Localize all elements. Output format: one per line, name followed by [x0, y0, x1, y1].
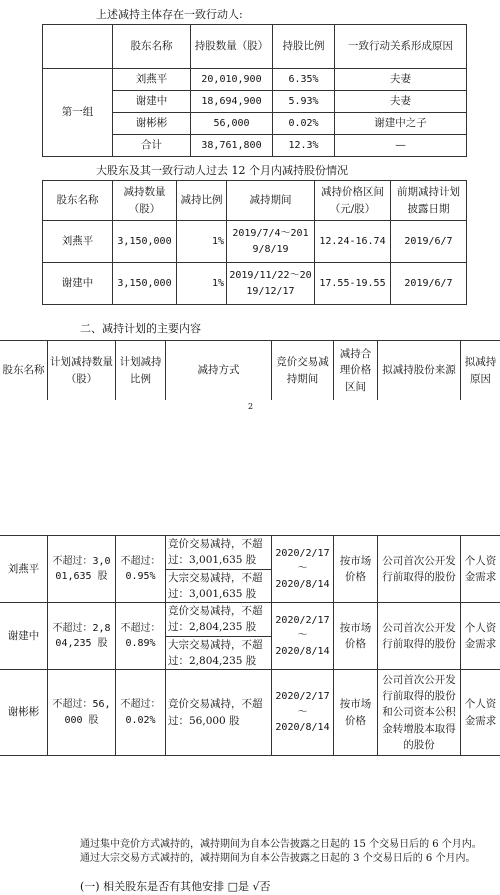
header-cell: 一致行动关系形成原因	[335, 25, 467, 69]
cell-price: 12.24-16.74	[315, 221, 391, 263]
cell-shares: 56,000	[191, 113, 273, 135]
header-cell: 减持比例	[177, 181, 227, 221]
cell-name: 刘燕平	[113, 69, 191, 91]
cell-price: 17.55-19.55	[315, 263, 391, 305]
page-break	[0, 400, 500, 535]
concert-party-table	[42, 24, 467, 157]
period-start: 2020/2/17	[274, 613, 331, 629]
table-row	[0, 536, 500, 570]
period-sep: ～	[274, 561, 331, 577]
cell-shares: 20,010,900	[191, 69, 273, 91]
cell-reason: 谢建中之子	[335, 113, 467, 135]
cell-price: 按市场价格	[334, 603, 378, 670]
cell-method-bid: 竞价交易减持，不超过：56,000 股	[166, 670, 272, 756]
header-cell: 持股比例	[273, 25, 335, 69]
cell-period	[272, 670, 334, 756]
header-cell: 减持合理价格区间	[334, 341, 378, 401]
cell-name: 谢建中	[0, 603, 48, 670]
cell-reason: 个人资金需求	[461, 536, 500, 603]
cell-method-bid: 竞价交易减持，不超过：2,804,235 股	[166, 603, 272, 637]
cell-name: 谢彬彬	[113, 113, 191, 135]
period-start: 2020/2/17	[274, 546, 331, 562]
period-end: 2020/8/14	[274, 644, 331, 660]
header-cell: 股东名称	[43, 181, 113, 221]
cell-source: 公司首次公开发行前取得的股份	[378, 536, 461, 603]
cell-period: 2019/11/22～2019/12/17	[227, 263, 315, 305]
cell-reason: —	[335, 135, 467, 157]
cell-source: 公司首次公开发行前取得的股份和公司资本公积金转增股本取得的股份	[378, 670, 461, 756]
group-label: 第一组	[43, 69, 113, 157]
header-cell: 减持数量（股）	[113, 181, 177, 221]
period-start: 2020/2/17	[274, 689, 331, 705]
period-sep: ～	[274, 628, 331, 644]
header-cell: 持股数量（股）	[191, 25, 273, 69]
cell-name: 刘燕平	[0, 536, 48, 603]
cell-ratio: 不超过：0.89%	[116, 603, 166, 670]
period-sep: ～	[274, 705, 331, 721]
note-bid: 通过集中竞价方式减持的，减持期间为自本公告披露之日起的 15 个交易日后的 6 个月内。	[80, 838, 482, 852]
next-heading-cut: (一) 相关股东是否有其他安排 □是 √否	[80, 880, 270, 895]
cell-reason: 夫妻	[335, 91, 467, 113]
cell-qty: 不超过：3,001,635 股	[48, 536, 116, 603]
note-block: 通过大宗交易方式减持的，减持期间为自本公告披露之日起的 3 个交易日后的 6 个月内。	[80, 852, 475, 866]
table-row	[0, 603, 500, 637]
cell-ratio: 1%	[177, 221, 227, 263]
page-number: 2	[248, 402, 253, 411]
cell-reason: 夫妻	[335, 69, 467, 91]
section1-caption: 上述减持主体存在一致行动人:	[96, 6, 243, 22]
corner-cell	[43, 25, 113, 69]
table-row	[0, 670, 500, 756]
cell-ratio: 12.3%	[273, 135, 335, 157]
cell-ratio: 不超过：0.02%	[116, 670, 166, 756]
header-cell: 减持方式	[166, 341, 272, 401]
cell-name: 合计	[113, 135, 191, 157]
cell-ratio: 6.35%	[273, 69, 335, 91]
header-cell: 前期减持计划披露日期	[391, 181, 467, 221]
cell-date: 2019/6/7	[391, 221, 467, 263]
section3-caption: 二、减持计划的主要内容	[80, 320, 201, 336]
cell-ratio: 0.02%	[273, 113, 335, 135]
cell-qty: 不超过：56,000 股	[48, 670, 116, 756]
header-cell: 股东名称	[0, 341, 48, 401]
header-cell: 计划减持数量（股）	[48, 341, 116, 401]
table-row	[43, 69, 467, 91]
cell-qty: 不超过：2,804,235 股	[48, 603, 116, 670]
cell-ratio: 不超过：0.95%	[116, 536, 166, 603]
cell-reason: 个人资金需求	[461, 603, 500, 670]
cell-period	[272, 536, 334, 603]
cell-reason: 个人资金需求	[461, 670, 500, 756]
cell-qty: 3,150,000	[113, 221, 177, 263]
header-cell: 拟减持股份来源	[378, 341, 461, 401]
header-cell: 减持期间	[227, 181, 315, 221]
cell-price: 按市场价格	[334, 670, 378, 756]
cell-shares: 38,761,800	[191, 135, 273, 157]
cell-qty: 3,150,000	[113, 263, 177, 305]
period-end: 2020/8/14	[274, 577, 331, 593]
header-cell: 计划减持比例	[116, 341, 166, 401]
cell-shares: 18,694,900	[191, 91, 273, 113]
past-reduction-table	[42, 180, 467, 305]
cell-name: 谢建中	[113, 91, 191, 113]
cell-name: 谢建中	[43, 263, 113, 305]
cell-price: 按市场价格	[334, 536, 378, 603]
cell-method-block: 大宗交易减持，不超过：3,001,635 股	[166, 569, 272, 603]
table-row	[43, 221, 467, 263]
period-end: 2020/8/14	[274, 720, 331, 736]
cell-method-block: 大宗交易减持，不超过：2,804,235 股	[166, 636, 272, 670]
cell-name: 刘燕平	[43, 221, 113, 263]
header-cell: 竞价交易减持期间	[272, 341, 334, 401]
table-row	[43, 263, 467, 305]
cell-ratio: 1%	[177, 263, 227, 305]
cell-period	[272, 603, 334, 670]
cell-date: 2019/6/7	[391, 263, 467, 305]
header-cell: 减持价格区间（元/股）	[315, 181, 391, 221]
header-cell: 拟减持原因	[461, 341, 500, 401]
cell-ratio: 5.93%	[273, 91, 335, 113]
cell-source: 公司首次公开发行前取得的股份	[378, 603, 461, 670]
section2-caption: 大股东及其一致行动人过去 12 个月内减持股份情况	[96, 162, 348, 178]
cell-name: 谢彬彬	[0, 670, 48, 756]
cell-period: 2019/7/4～2019/8/19	[227, 221, 315, 263]
cell-method-bid: 竞价交易减持，不超过：3,001,635 股	[166, 536, 272, 570]
header-cell: 股东名称	[113, 25, 191, 69]
